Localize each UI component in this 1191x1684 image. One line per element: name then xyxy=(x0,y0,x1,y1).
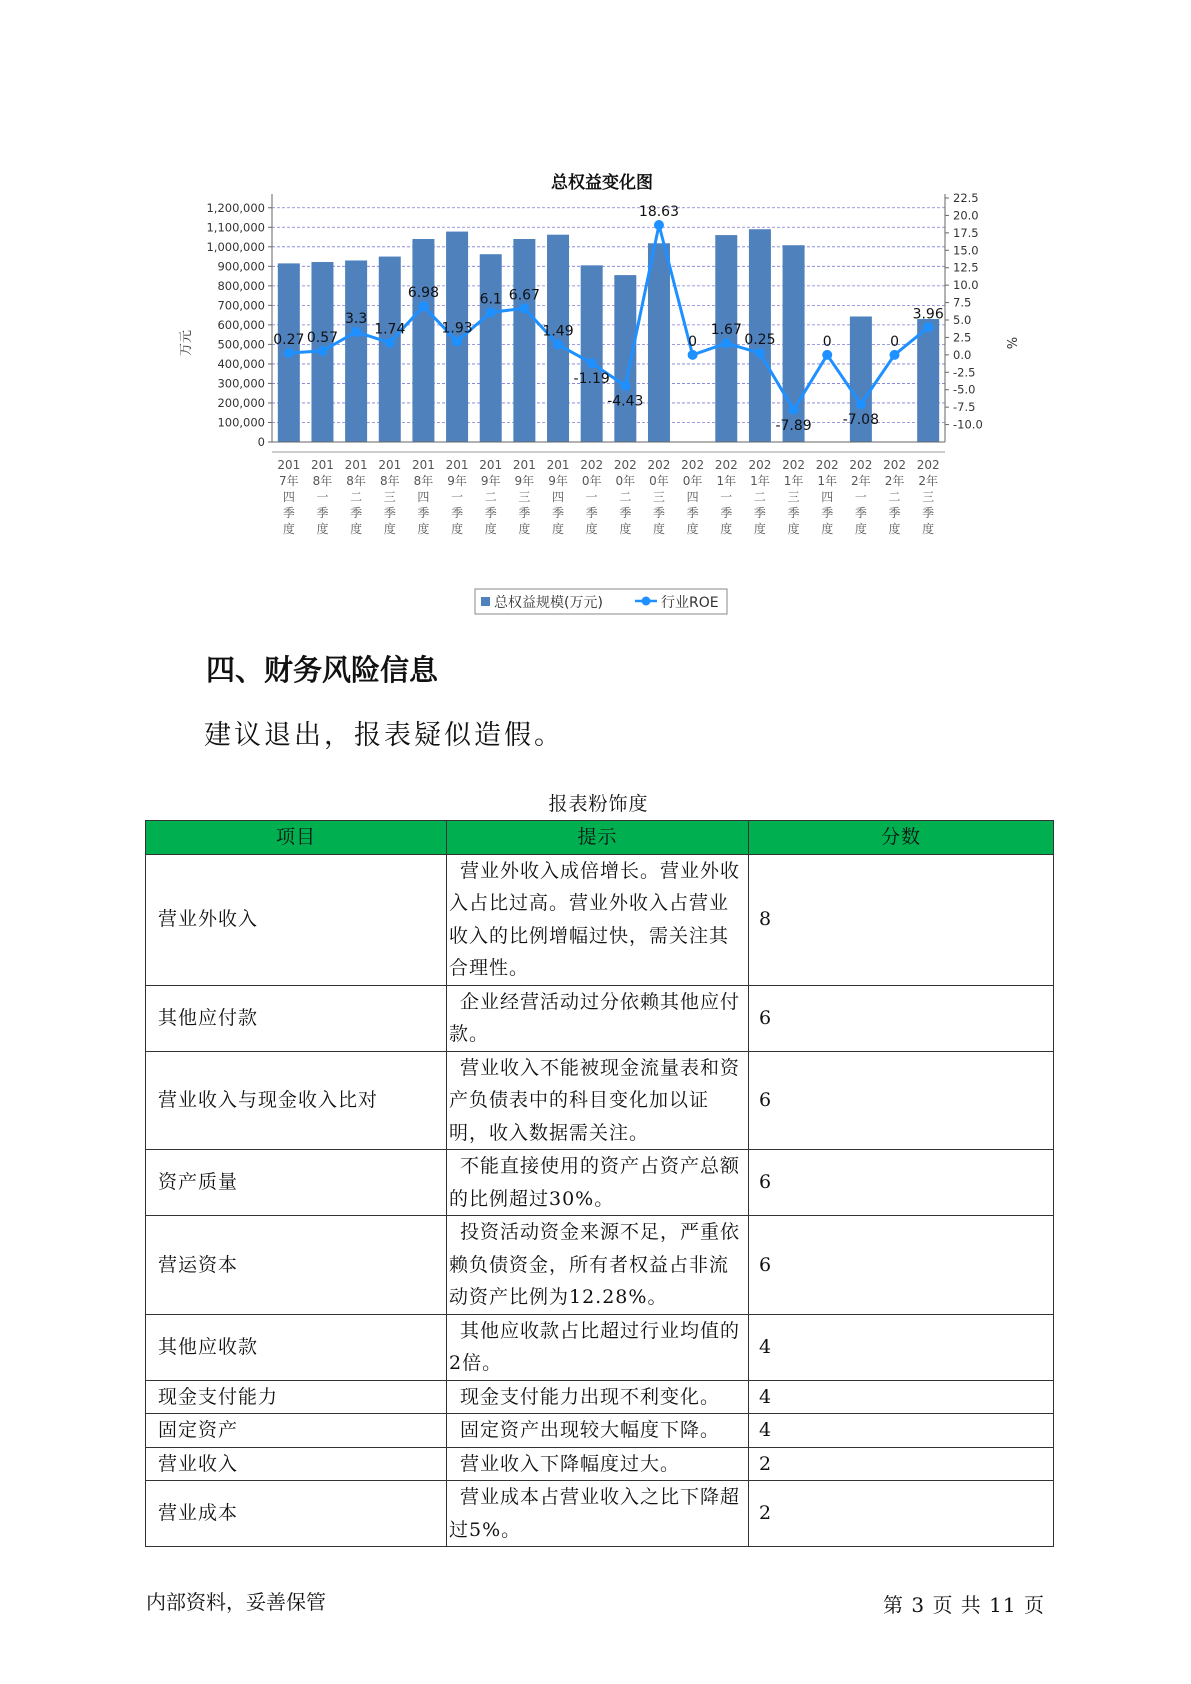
header-score: 分数 xyxy=(749,821,1054,855)
row-score: 4 xyxy=(749,1380,1054,1414)
roe-point xyxy=(890,350,900,360)
table-row xyxy=(146,1380,1054,1414)
roe-point xyxy=(587,358,597,368)
gridlines xyxy=(272,208,945,423)
x-tick-label: 201 8年三季度 xyxy=(378,458,402,536)
roe-point xyxy=(452,336,462,346)
roe-data-label: 18.63 xyxy=(638,203,680,220)
roe-data-label: 6.1 xyxy=(479,291,502,308)
row-tip: 营业收入下降幅度过大。 xyxy=(447,1447,749,1481)
y2-tick-label: -7.5 xyxy=(953,400,976,415)
x-tick-label: 202 1年四季度 xyxy=(815,458,839,536)
row-tip: 营业收入不能被现金流量表和资产负债表中的科目变化加以证明，收入数据需关注。 xyxy=(447,1051,749,1150)
x-tick-label: 201 8年一季度 xyxy=(311,458,334,536)
row-tip: 固定资产出现较大幅度下降。 xyxy=(447,1414,749,1448)
roe-data-label: -7.08 xyxy=(842,412,879,429)
roe-data-label: 0.57 xyxy=(306,329,339,346)
row-score: 4 xyxy=(749,1414,1054,1448)
row-tip: 营业外收入成倍增长。营业外收入占比过高。营业外收入占营业收入的比例增幅过快，需关注其合理性。 xyxy=(447,854,749,985)
roe-point xyxy=(620,381,630,391)
x-tick-label: 202 2年一季度 xyxy=(849,458,873,536)
x-tick-label: 202 0年三季度 xyxy=(647,458,671,536)
table-row xyxy=(146,1414,1054,1448)
x-tick-label: 202 0年二季度 xyxy=(613,458,637,536)
row-item: 营运资本 xyxy=(146,1216,447,1315)
x-tick-label: 201 9年二季度 xyxy=(479,458,503,536)
table-row xyxy=(146,1216,1054,1315)
bar xyxy=(480,254,502,442)
y2-tick-label: 10.0 xyxy=(953,278,979,293)
y-tick-label: 1,100,000 xyxy=(206,220,265,235)
roe-point xyxy=(923,322,933,332)
row-score: 4 xyxy=(749,1314,1054,1380)
y2-tick-label: -10.0 xyxy=(953,417,983,432)
y-tick-label: 100,000 xyxy=(217,415,265,430)
row-tip: 其他应收款占比超过行业均值的2倍。 xyxy=(447,1314,749,1380)
roe-point xyxy=(688,350,698,360)
data-labels xyxy=(273,204,944,434)
row-score: 6 xyxy=(749,1150,1054,1216)
legend-bar-label: 总权益规模(万元) xyxy=(494,595,603,611)
table-row xyxy=(146,1051,1054,1150)
roe-data-label: 3.96 xyxy=(912,306,944,323)
row-item: 营业收入 xyxy=(146,1447,447,1481)
row-score: 6 xyxy=(749,1051,1054,1150)
equity-chart xyxy=(150,158,1018,628)
header-item: 项目 xyxy=(146,821,447,855)
y2-tick-label: -2.5 xyxy=(953,365,976,380)
table-row xyxy=(146,985,1054,1051)
bar xyxy=(917,319,939,442)
risk-table xyxy=(145,820,1054,1547)
roe-data-label: 1.74 xyxy=(374,321,406,338)
row-score: 6 xyxy=(749,985,1054,1051)
x-tick-label: 202 2年三季度 xyxy=(916,458,940,536)
y-tick-label: 1,200,000 xyxy=(206,200,265,215)
x-tick-label: 201 8年二季度 xyxy=(344,458,368,536)
row-tip: 营业成本占营业收入之比下降超过5%。 xyxy=(447,1481,749,1547)
roe-point xyxy=(654,220,664,230)
x-tick-label: 201 9年三季度 xyxy=(512,458,536,536)
roe-point xyxy=(385,338,395,348)
x-tick-label: 202 1年二季度 xyxy=(748,458,772,536)
y-tick-label: 700,000 xyxy=(217,298,265,313)
x-tick-label: 202 0年四季度 xyxy=(681,458,705,536)
row-item: 营业收入与现金收入比对 xyxy=(146,1051,447,1150)
roe-data-label: 1.67 xyxy=(710,322,742,339)
roe-data-label: -1.19 xyxy=(573,371,610,388)
x-tick-label: 201 8年四季度 xyxy=(411,458,435,536)
y2-tick-label: 22.5 xyxy=(953,191,979,205)
x-tick-label: 201 9年四季度 xyxy=(546,458,570,536)
x-tick-label: 202 0年一季度 xyxy=(580,458,604,536)
row-item: 其他应收款 xyxy=(146,1314,447,1380)
bar xyxy=(581,265,603,442)
plot-area xyxy=(272,204,945,442)
bar xyxy=(648,243,670,442)
x-tick-label: 201 7年四季度 xyxy=(277,458,301,536)
roe-point xyxy=(486,307,496,317)
roe-data-label: 1.49 xyxy=(542,323,574,340)
roe-data-label: 0.25 xyxy=(744,332,776,349)
y-tick-label: 400,000 xyxy=(217,356,265,371)
roe-data-label: 6.98 xyxy=(407,285,440,302)
table-row xyxy=(146,1150,1054,1216)
y-axis-label: 万元 xyxy=(179,329,194,357)
y2-tick-label: 2.5 xyxy=(953,330,972,345)
roe-data-label: -7.89 xyxy=(775,417,812,434)
page-number: 第 3 页 共 11 页 xyxy=(883,1593,1045,1617)
y2-tick-label: 20.0 xyxy=(953,208,979,223)
x-tick-label: 201 9年一季度 xyxy=(445,458,469,536)
y-tick-label: 1,000,000 xyxy=(206,239,265,254)
row-tip: 现金支付能力出现不利变化。 xyxy=(447,1380,749,1414)
section-body: 建议退出，报表疑似造假。 xyxy=(204,720,564,751)
roe-data-label: 0 xyxy=(688,333,698,350)
roe-data-label: 1.93 xyxy=(441,320,473,337)
row-item: 营业外收入 xyxy=(146,854,447,985)
roe-point xyxy=(755,348,765,358)
y-tick-label: 200,000 xyxy=(217,395,265,410)
roe-data-label: -4.43 xyxy=(607,393,644,410)
roe-point xyxy=(822,350,832,360)
roe-point xyxy=(553,339,563,349)
chart-title: 总权益变化图 xyxy=(551,173,653,193)
roe-point xyxy=(351,327,361,337)
y-tick-label: 900,000 xyxy=(217,259,265,274)
x-tick-label: 202 1年一季度 xyxy=(714,458,738,536)
section-heading: 四、财务风险信息 xyxy=(206,653,439,687)
roe-data-label: 0 xyxy=(822,333,832,350)
row-tip: 企业经营活动过分依赖其他应付款。 xyxy=(447,985,749,1051)
roe-point xyxy=(284,348,294,358)
y2-tick-label: 0.0 xyxy=(953,347,972,362)
roe-data-label: 3.3 xyxy=(344,310,368,327)
roe-data-label: 0.27 xyxy=(273,331,305,348)
header-tip: 提示 xyxy=(447,821,749,855)
legend-line-marker xyxy=(642,597,651,606)
bar xyxy=(614,275,636,442)
roe-point xyxy=(317,346,327,356)
y-tick-label: 500,000 xyxy=(217,337,265,352)
row-item: 资产质量 xyxy=(146,1150,447,1216)
row-score: 2 xyxy=(749,1447,1054,1481)
y-tick-label: 600,000 xyxy=(217,317,265,332)
bar xyxy=(513,239,535,442)
row-score: 8 xyxy=(749,854,1054,985)
legend xyxy=(475,589,727,614)
bar xyxy=(379,257,401,442)
row-item: 现金支付能力 xyxy=(146,1380,447,1414)
y2-tick-label: 7.5 xyxy=(953,295,972,310)
row-item: 固定资产 xyxy=(146,1414,447,1448)
table-row xyxy=(146,1314,1054,1380)
bar xyxy=(345,260,367,442)
y2-tick-label: 15.0 xyxy=(953,243,979,258)
roe-point xyxy=(789,405,799,415)
y-tick-label: 0 xyxy=(257,435,265,449)
x-tick-labels xyxy=(277,458,939,536)
bar xyxy=(412,239,434,442)
roe-point xyxy=(519,303,529,313)
legend-bar-swatch xyxy=(481,597,490,606)
roe-point xyxy=(856,399,866,409)
table-row xyxy=(146,854,1054,985)
x-tick-label: 202 1年三季度 xyxy=(782,458,806,536)
x-tick-label: 202 2年二季度 xyxy=(883,458,906,536)
row-tip: 投资活动资金来源不足，严重依赖负债资金，所有者权益占非流动资产比例为12.28%。 xyxy=(447,1216,749,1315)
y2-tick-label: -5.0 xyxy=(953,382,976,397)
row-tip: 不能直接使用的资产占资产总额的比例超过30%。 xyxy=(447,1150,749,1216)
roe-data-label: 6.67 xyxy=(508,287,540,304)
row-score: 2 xyxy=(749,1481,1054,1547)
table-row xyxy=(146,1481,1054,1547)
table-row xyxy=(146,1447,1054,1481)
y-tick-label: 800,000 xyxy=(217,278,265,293)
roe-data-label: 0 xyxy=(890,333,899,350)
row-score: 6 xyxy=(749,1216,1054,1315)
y-tick-label: 300,000 xyxy=(217,376,265,391)
footer-confidential: 内部资料，妥善保管 xyxy=(146,1590,326,1614)
table-header-row xyxy=(146,821,1054,855)
row-item: 其他应付款 xyxy=(146,985,447,1051)
row-item: 营业成本 xyxy=(146,1481,447,1547)
table-caption: 报表粉饰度 xyxy=(548,793,649,815)
y2-tick-label: 17.5 xyxy=(953,225,979,240)
legend-line-label: 行业ROE xyxy=(661,595,719,611)
roe-point xyxy=(418,301,428,311)
roe-point xyxy=(721,338,731,348)
y2-tick-label: 12.5 xyxy=(953,260,979,275)
y2-axis-label: % xyxy=(1003,336,1018,350)
y2-tick-label: 5.0 xyxy=(953,313,972,327)
